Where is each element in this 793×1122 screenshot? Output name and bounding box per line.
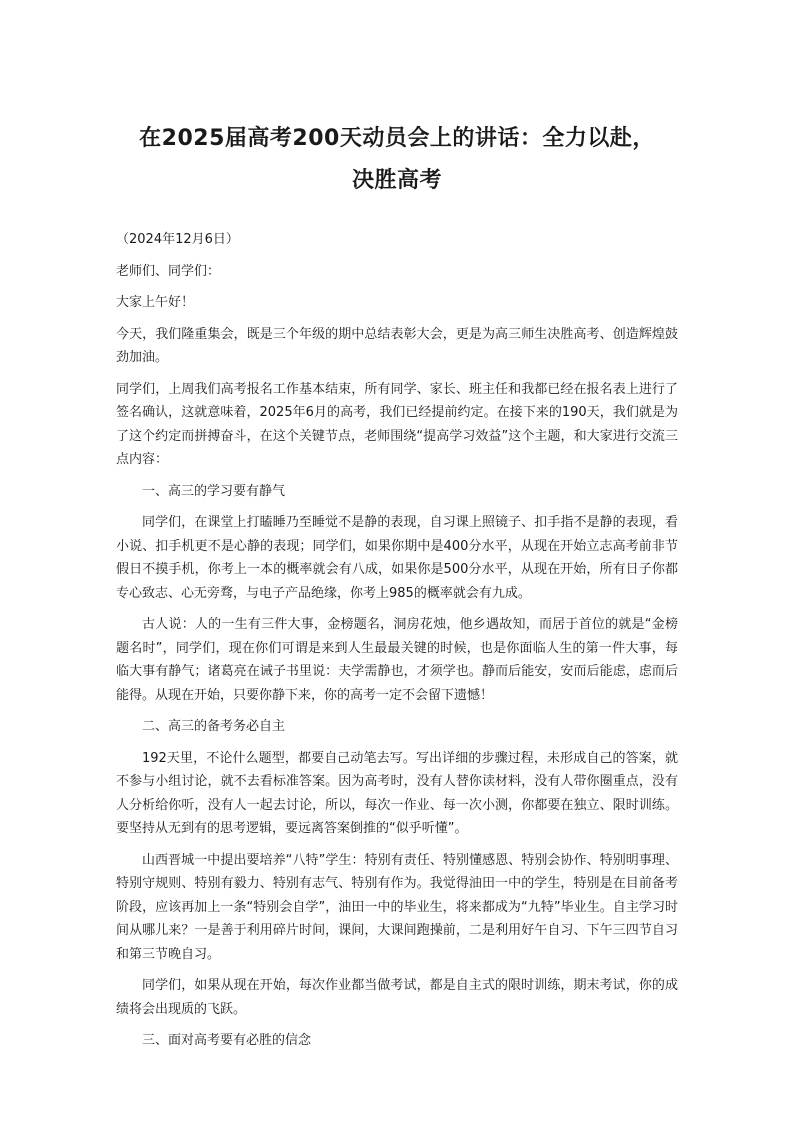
title-line-1: 在2025届高考200天动员会上的讲话：全力以赴， xyxy=(139,126,655,151)
intro-paragraph: 今天，我们隆重集会，既是三个年级的期中总结表彰大会，更是为高三师生决胜高考、创造辉煌鼓劲加油。 xyxy=(116,326,678,365)
section-heading: 三、面对高考要有必胜的信念 xyxy=(142,1033,312,1048)
greeting: 大家上午好！ xyxy=(116,295,195,310)
body-paragraph: 同学们，如果从现在开始，每次作业都当做考试，都是自主式的限时训练，期末考试，你的成绩将会出现质的飞跃。 xyxy=(116,978,678,1017)
title-line-2: 决胜高考 xyxy=(351,168,442,193)
body-paragraph: 192天里，不论什么题型，都要自己动笔去写。写出详细的步骤过程，未形成自己的答案，就不参与小组讨论，就不去看标准答案。因为高考时，没有人替你读材料，没有人带你圈重点，没有人分析给你听，没有人一起去讨论，所以，每次一作业、每一次小测，你都要在独立、限时训练。要坚持从无到有的思考逻辑，要远离答案倒推的“似乎听懂”。 xyxy=(116,750,678,836)
speech-date: （2024年12月6日） xyxy=(116,232,239,247)
intro-paragraph: 同学们，上周我们高考报名工作基本结束，所有同学、家长、班主任和我都已经在报名表上进行了签名确认，这就意味着，2025年6月的高考，我们已经提前约定。在接下来的190天，我们就是为了这个约定而拼搏奋斗，在这个关键节点，老师围绕“提高学习效益”这个主题，和大家进行交流三点内容： xyxy=(116,381,678,467)
body-paragraph: 古人说：人的一生有三件大事，金榜题名，洞房花烛，他乡遇故知，而居于首位的就是“金榜题名时”，同学们，现在你们可谓是来到人生最最关键的时候，也是你面临人生的第一件大事，每临大事有静气；诸葛亮在诫子书里说：夫学需静也，才须学也。静而后能安，安而后能虑，虑而后能得。从现在开始，只要你静下来，你的高考一定不会留下遗憾！ xyxy=(116,617,678,703)
body-paragraph: 同学们，在课堂上打瞌睡乃至睡觉不是静的表现，自习课上照镜子、扣手指不是静的表现，看小说、扣手机更不是心静的表现；同学们，如果你期中是400分水平，从现在开始立志高考前非节假日不摸手机，你考上一本的概率就会有八成，如果你是500分水平，从现在开始，所有日子你都专心致志、心无旁骛，与电子产品绝缘，你考上985的概率就会有九成。 xyxy=(116,515,678,601)
salutation: 老师们、同学们： xyxy=(116,263,221,279)
section-heading: 二、高三的备考务必自主 xyxy=(142,719,286,734)
section-heading: 一、高三的学习要有静气 xyxy=(142,483,286,499)
document-page xyxy=(116,118,678,1061)
document-title xyxy=(116,118,678,202)
body-paragraph: 山西晋城一中提出要培养“八特”学生：特别有责任、特别懂感恩、特别会协作、特别明事理、特别守规则、特别有毅力、特别有志气、特别有作为。我觉得油田一中的学生，特别是在目前备考阶段，应该再加上一条“特别会自学”，油田一中的毕业生，将来都成为“九特”毕业生。自主学习时间从哪儿来？一是善于利用碎片时间，课间，大课间跑操前，二是利用好午自习、下午三四节自习和第三节晚自习。 xyxy=(116,852,678,962)
